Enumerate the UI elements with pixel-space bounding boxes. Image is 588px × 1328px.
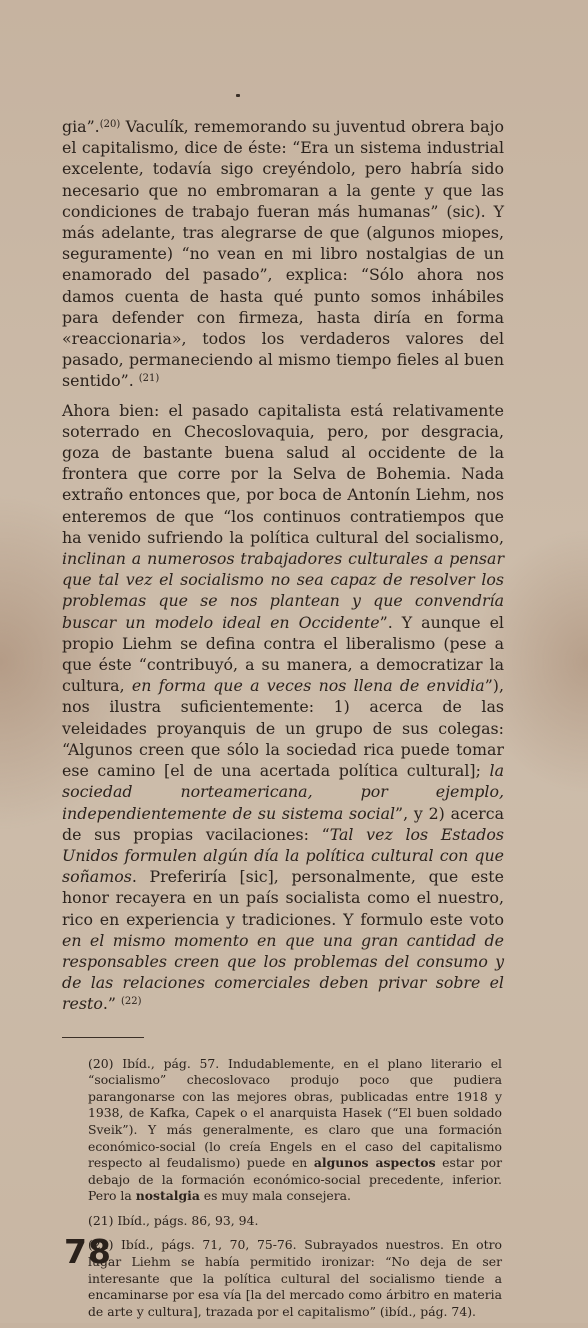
italic-text: en el mismo momento en que una gran cantidad de responsables creen que los problemas del consumo y de las relaciones comerciales deben privar sobre el resto [62, 930, 504, 1014]
italic-text: la sociedad norteamericana, por ejemplo, independientemente de su sistema social [62, 761, 504, 823]
text-run: (22) Ibíd., págs. 71, 70, 75-76. Subrayados nuestros. En otro lugar Liehm se había permitido ironizar: “No deja de ser interesante que la política cultural del socialismo tiende a encaminarse por esa vía [la del mercado como árbitro en materia de arte y cultura], trazada por el capitalismo” (ibíd., pág. 74). [88, 1237, 502, 1319]
body-paragraph [62, 116, 504, 392]
footnote [88, 1056, 502, 1205]
italic-text: inclinan a numerosos trabajadores culturales a pensar que tal vez el socialismo no sea capaz de resolver los problemas que se nos plantean y que convendría buscar un modelo ideal en Occidente [62, 549, 504, 632]
italic-text: en forma que a veces nos llena de envidia [131, 676, 485, 696]
footnote-ref[interactable]: (22) [121, 996, 142, 1008]
bold-text: nostalgia [135, 1188, 200, 1204]
text-run: estar por debajo de la formación económico-social precedente, inferior. Pero la [88, 1155, 502, 1204]
body-paragraph [62, 400, 504, 1015]
text-run: ”), nos ilustra suficientemente: 1) acerca de las veleidades proyanquis de un grupo de sus colegas: “Algunos creen que sólo la sociedad rica puede tomar ese camino [el de una acertada política cultural]; [62, 676, 504, 781]
footnote-separator [62, 1037, 144, 1038]
text-run: ”, y 2) acerca de sus propias vacilaciones: “ [62, 803, 504, 844]
text-run: (21) Ibíd., págs. 86, 93, 94. [88, 1212, 259, 1228]
footnote-ref[interactable]: (20) [99, 119, 121, 130]
page-number: 78 [64, 1232, 112, 1271]
footnote [88, 1237, 502, 1320]
text-run: ”. Y aunque el propio Liehm se defina contra el liberalismo (pese a que éste “contribuyó, a su manera, a democratizar la cultura, [62, 612, 504, 696]
bold-text: algunos aspectos [313, 1155, 436, 1171]
text-run: .” [102, 994, 121, 1014]
page-body [62, 116, 504, 1328]
footnote-ref[interactable]: (21) [138, 373, 160, 385]
text-run: es muy mala consejera. [199, 1188, 351, 1204]
footnotes [88, 1056, 502, 1321]
main-text [62, 116, 504, 1015]
italic-text: Tal vez los Estados Unidos formulen algún día la política cultural con que soñamos [62, 824, 504, 887]
footnote [88, 1213, 502, 1230]
text-run: . Preferiría [sic], personalmente, que este honor recayera en un país socialista como el nuestro, rico en experiencia y tradiciones. Y formulo este voto [62, 867, 504, 929]
text-run: Ahora bien: el pasado capitalista está relativamente soterrado en Checoslovaquia, pero, por desgracia, goza de bastante buena salud al occidente de la frontera que corre por la Selva de Bohemia. Nada extraño entonces que, por boca de Antonín Liehm, nos enteremos de que “los continuos contratiempos que ha venido sufriendo la política cultural del socialismo, [62, 400, 504, 547]
text-run: Vaculík, rememorando su juventud obrera bajo el capitalismo, dice de éste: “Era un sistema industrial excelente, todavía sigo creyéndolo, pero habría sido necesario que no embromaran a la gente y que las condiciones de trabajo fueran más humanas” (sic). Y más adelante, tras alegrarse de que (algunos miopes, seguramente) “no vean en mi libro nostalgias de un enamorado del pasado”, explica: “Sólo ahora nos damos cuenta de hasta qué punto somos inhábiles para defender con firmeza, hasta diría en forma «reaccionaria», todos los verdaderos valores del pasado, permaneciendo al mismo tiempo fieles al buen sentido”. [62, 117, 504, 391]
text-run: (20) Ibíd., pág. 57. Indudablemente, en el plano literario el “socialismo” checoslovaco produjo poco que pudiera parangonarse con las mejores obras, publicadas entre 1918 y 1938, de Kafka, Capek o el anarquista Hasek (“El buen soldado Sveik”). Y más generalmente, es claro que una formación económico-social (lo creía Engels en el caso del capitalismo respecto al feudalismo) puede en [88, 1055, 502, 1171]
stray-ink-mark [236, 94, 240, 97]
text-run: gia”. [62, 117, 100, 136]
